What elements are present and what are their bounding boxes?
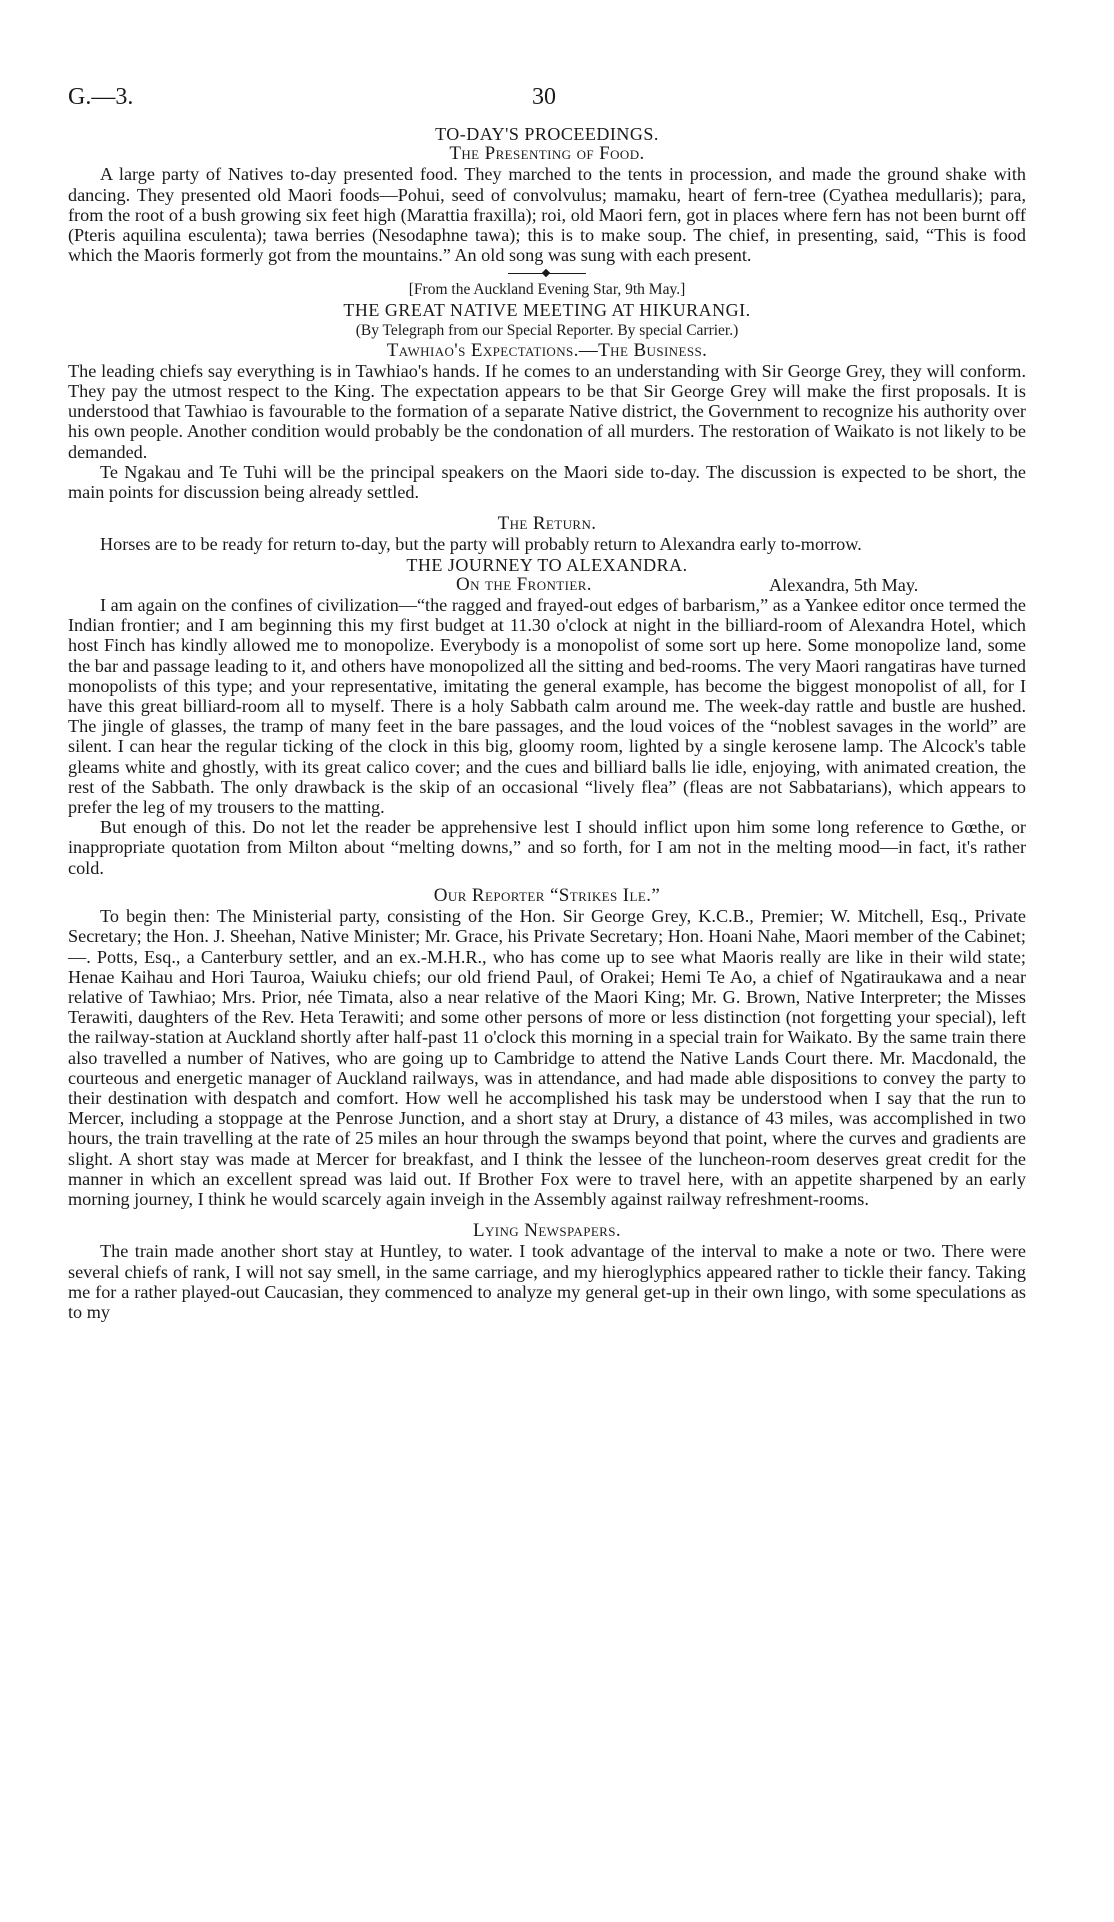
newspapers-subheading: Lying Newspapers. (472, 1220, 622, 1242)
journey-heading: THE JOURNEY TO ALEXANDRA. (406, 554, 688, 575)
reporter-subheading: Our Reporter “Strikes Ile.” (433, 884, 661, 906)
section-divider (508, 268, 586, 278)
expectations-paragraph-2: Te Ngakau and Te Tuhi will be the principal speakers on the Maori side to-day. The discussion is expected to be short, the main points for discussion being already settled. (68, 461, 1026, 503)
proceedings-heading: TO-DAY'S PROCEEDINGS. (435, 124, 659, 144)
expectations-paragraph-1: The leading chiefs say everything is in Tawhiao's hands. If he comes to an understanding with Sir George Grey, they will conform. They pay the utmost respect to the King. The expectation appears to be that Sir George Grey will make the first proposals. It is understood that Tawhiao is favourable to the formation of a separate Native district, the Government to recognize his authority over his own people. Another condition would probably be the condonation of all murders. The restoration of Waikato is not likely to be demanded. (68, 360, 1026, 462)
document-page (68, 84, 1026, 1322)
source-note: [From the Auckland Evening Star, 9th May.] (408, 281, 686, 299)
document-reference: G.—3. (68, 84, 134, 110)
newspapers-paragraph: The train made another short stay at Huntley, to water. I took advantage of the interval to make a note or two. There were several chiefs of rank, I will not say smell, in the same carriage, and my hieroglyphics appeared rather to tickle their fancy. Taking me for a rather played-out Caucasian, they commenced to analyze my general get-up in their own lingo, with some speculations as to my (68, 1241, 1026, 1322)
frontier-subheading: On the Frontier. (456, 573, 592, 595)
frontier-paragraph-2: But enough of this. Do not let the reader be apprehensive lest I should inflict upon him some long reference to Gœthe, or inappropriate quotation from Milton about “melting downs,” and so forth, for I am not in the melting mood—in fact, it's rather cold. (68, 817, 1026, 878)
expectations-subheading: Tawhiao's Expectations.—The Business. (386, 339, 708, 361)
frontier-dateline: Alexandra, 5th May. (769, 574, 919, 595)
page-header (68, 84, 1026, 120)
telegraph-note: (By Telegraph from our Special Reporter. By special Carrier.) (355, 321, 739, 339)
return-subheading: The Return. (497, 513, 597, 535)
presenting-food-subheading: The Presenting of Food. (449, 143, 645, 165)
page-number: 30 (532, 84, 556, 110)
reporter-paragraph: To begin then: The Ministerial party, consisting of the Hon. Sir George Grey, K.C.B., Premier; W. Mitchell, Esq., Private Secretary; the Hon. J. Sheehan, Native Minister; Mr. Grace, his Private Secretary; Hon. Hoani Nahe, Maori member of the Cabinet; —. Potts, Esq., a Canterbury settler, and an ex.-M.H.R., who has come up to see what Maoris really are like in their wild state; Henae Kaihau and Hori Tauroa, Waiuku chiefs; our old friend Paul, of Orakei; Hemi Te Ao, a chief of Ngatiraukawa and a near relative of Tawhiao; Mrs. Prior, née Timata, also a near relative of the Maori King; Mr. G. Brown, Native Interpreter; the Misses Terawiti, daughters of the Rev. Heta Terawiti; and some other persons of more or less distinction (not forgetting your special), left the railway-station at Auckland shortly after half-past 11 o'clock this morning in a special train for Waikato. By the same train there also travelled a number of Natives, who are going up to Cambridge to attend the Native Lands Court there. Mr. Macdonald, the courteous and energetic manager of Auckland railways, was in attendance, and had made able dispositions to convey the party to their destination with despatch and comfort. How well he accomplished his task may be understood when I say that the run to Mercer, including a stoppage at the Penrose Junction, and a short stay at Drury, a distance of 43 miles, was accomplished in two hours, the train travelling at the rate of 25 miles an hour through the swamps beyond that point, where the curves and gradients are slight. A short stay was made at Mercer for breakfast, and I think the lessee of the luncheon-room deserves great credit for the manner in which an excellent spread was laid out. If Brother Fox were to travel here, with an appetite sharpened by an early morning journey, I think he would scarcely again inveigh in the Assembly against railway refreshment-rooms. (68, 906, 1026, 1209)
frontier-paragraph-1: I am again on the confines of civilization—“the ragged and frayed-out edges of barbarism,” as a Yankee editor once termed the Indian frontier; and I am beginning this my first budget at 11.30 o'clock at night in the billiard-room of Alexandra Hotel, which host Finch has kindly allowed me to monopolize. Everybody is a monopolist of some sort up here. Some monopolize land, some the bar and passage leading to it, and others have monopolized all the sitting and bed-rooms. The very Maori rangatiras have turned monopolists of this type; and your representative, imitating the general example, has become the biggest monopolist of all, for I have this great billiard-room all to myself. There is a holy Sabbath calm around me. The week-day rattle and bustle are hushed. The jingle of glasses, the tramp of many feet in the bare passages, and the loud voices of the “noblest savages in the world” are silent. I can hear the regular ticking of the clock in this big, gloomy room, lighted by a single kerosene lamp. The Alcock's table gleams white and ghostly, with its great calico cover; and the cues and billiard balls lie idle, enjoying, with animated creation, the rest of the Sabbath. The only drawback is the skip of an occasional “lively flea” (fleas are not Sabbatarians), which appears to prefer the leg of my trousers to the matting. (68, 595, 1026, 818)
return-paragraph: Horses are to be ready for return to-day, but the party will probably return to Alexandra early to-morrow. (100, 534, 862, 555)
meeting-heading: THE GREAT NATIVE MEETING AT HIKURANGI. (343, 300, 751, 321)
presenting-food-paragraph: A large party of Natives to-day presented food. They marched to the tents in procession, and made the ground shake with dancing. They presented old Maori foods—Pohui, seed of convolvulus; mamaku, heart of fern-tree (Cyathea medullaris); para, from the root of a bush growing six feet high (Marattia fraxilla); roi, old Maori fern, got in places where fern has not been burnt off (Pteris aquilina esculenta); tawa berries (Nesodaphne tawa); this is to make soup. The chief, in presenting, said, “This is food which the Maoris formerly got from the mountains.” An old song was sung with each present. (68, 164, 1026, 266)
frontier-heading-line (68, 575, 1026, 595)
